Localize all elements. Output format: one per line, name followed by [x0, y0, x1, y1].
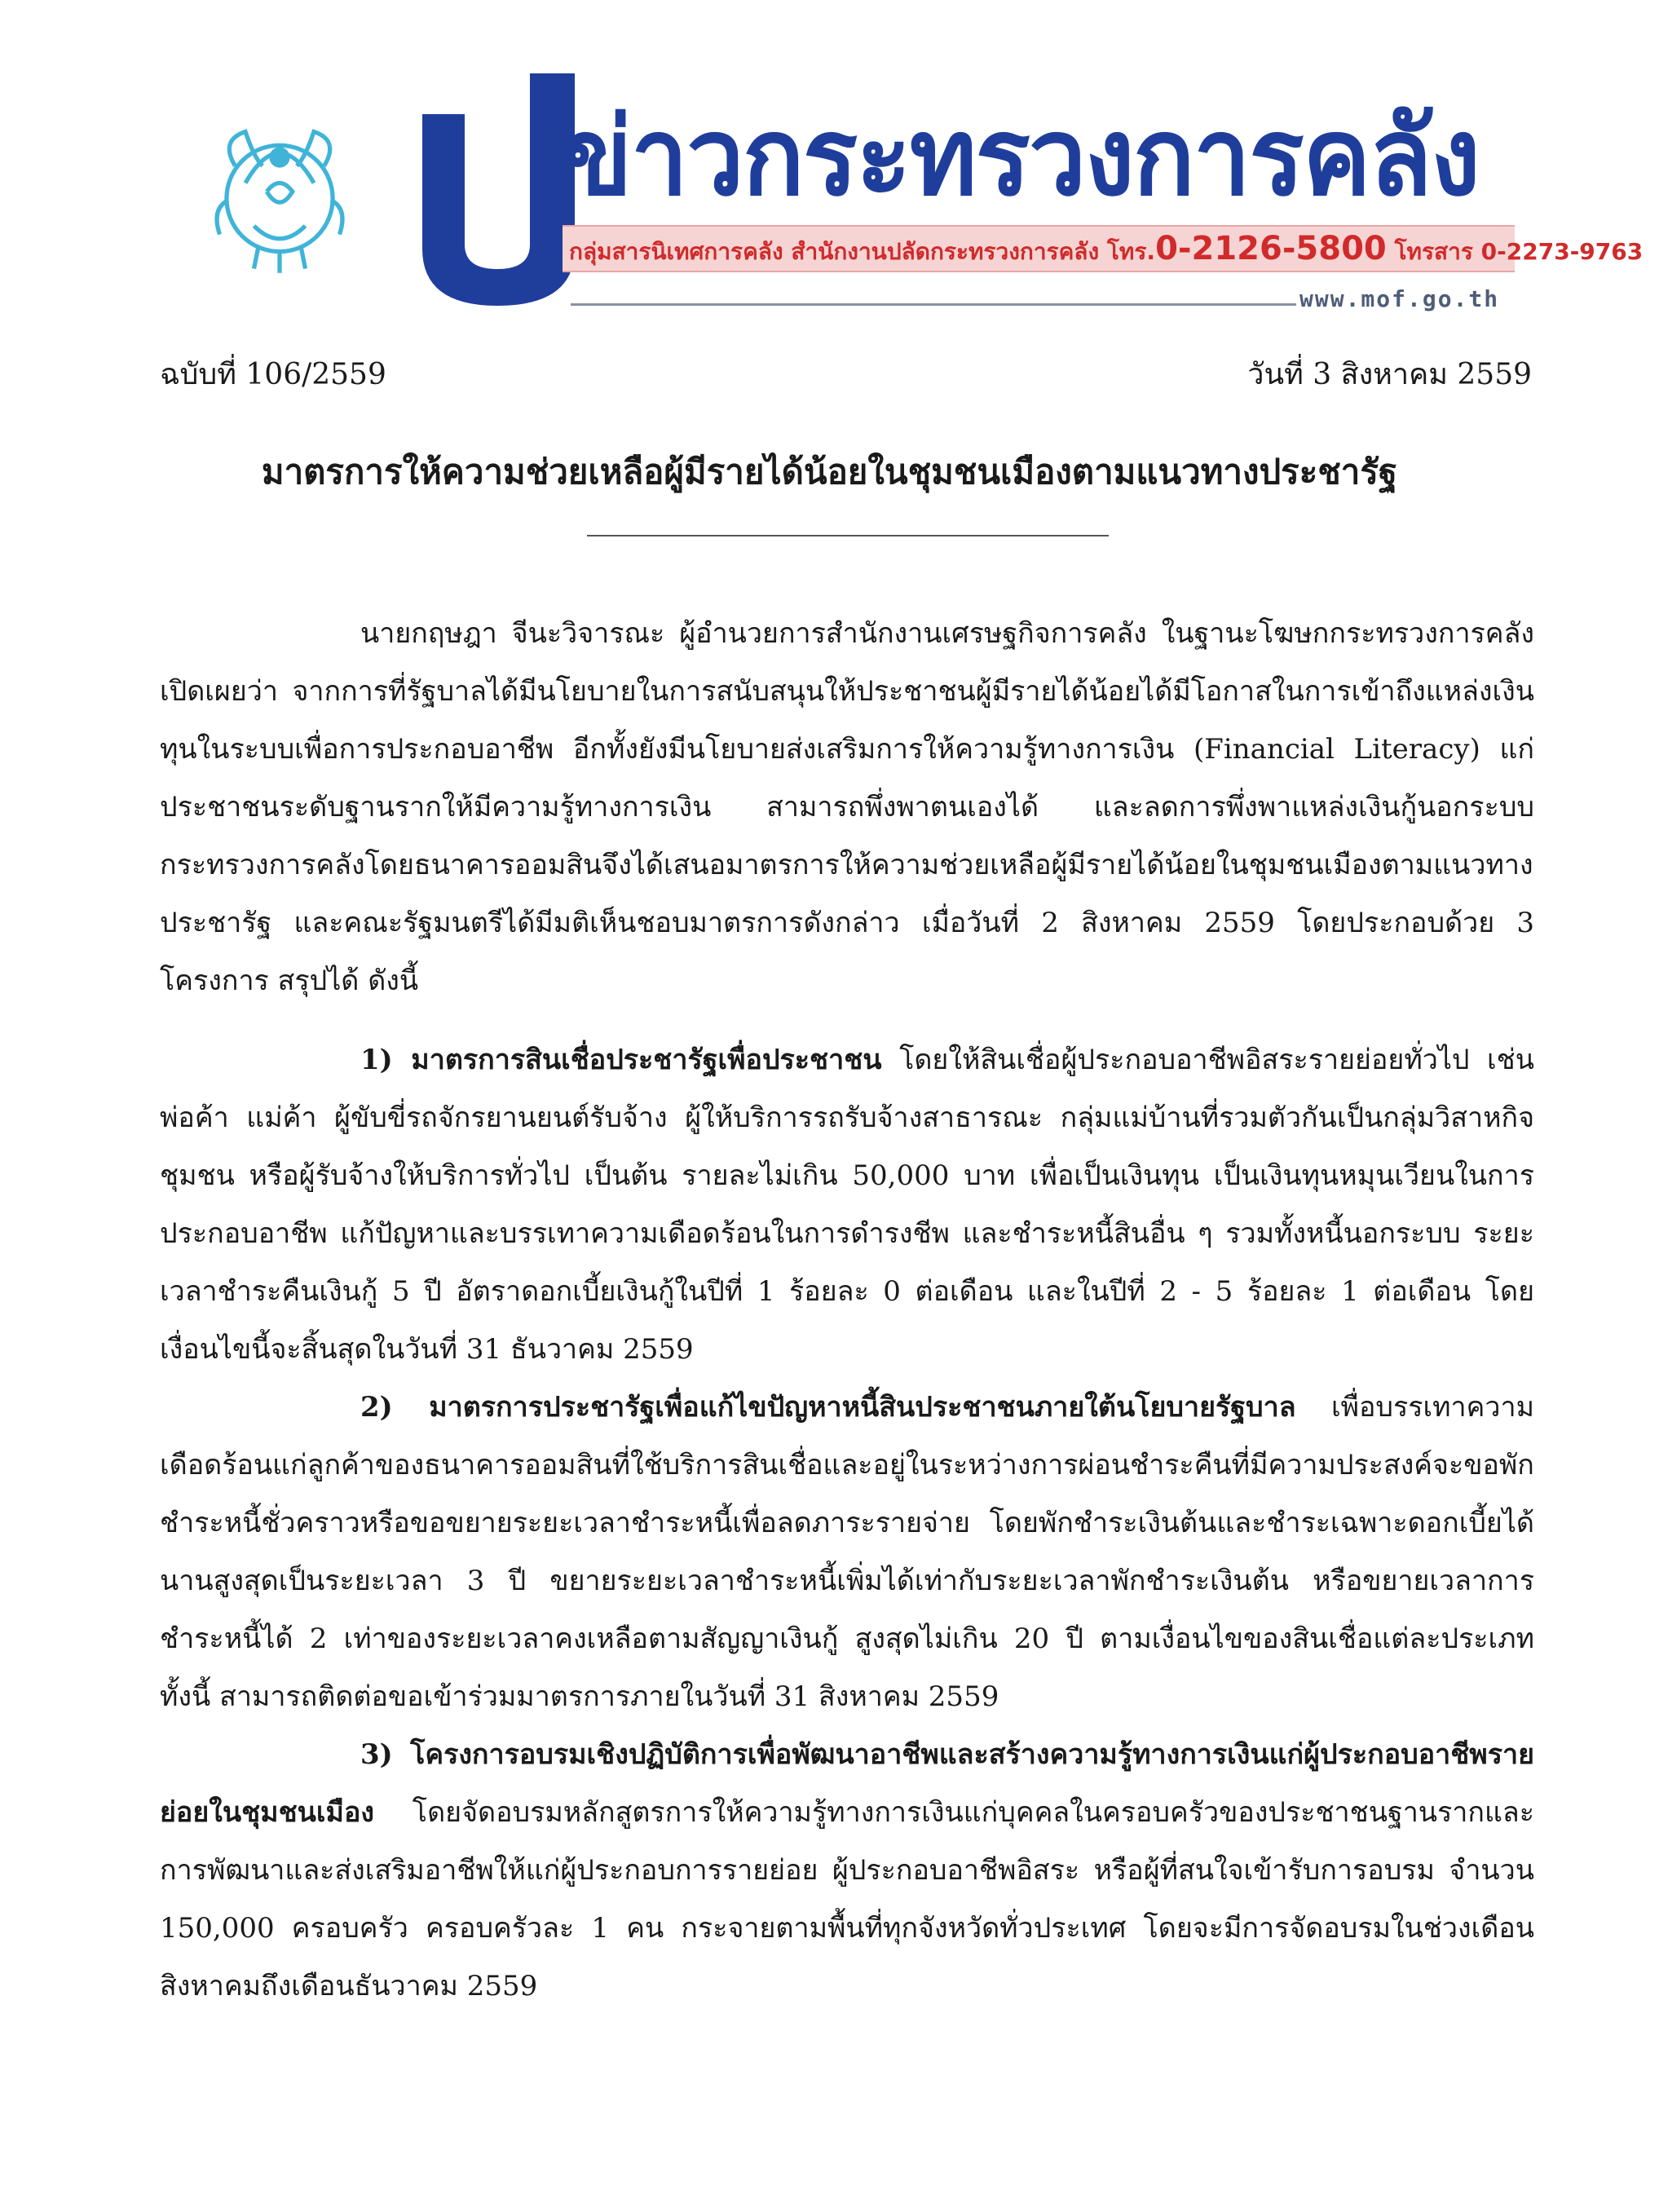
item-3 — [160, 1726, 1534, 2016]
issue-number: ฉบับที่ 106/2559 — [160, 358, 386, 391]
item-2-heading: 2) มาตรการประชารัฐเพื่อแก้ไขปัญหาหนี้สินประชาชนภายใต้นโยบายรัฐบาล — [360, 1391, 1296, 1424]
website-link[interactable]: www.mof.go.th — [1299, 285, 1500, 312]
issue-date: วันที่ 3 สิงหาคม 2559 — [1247, 358, 1532, 391]
document-body — [160, 605, 1534, 2016]
masthead — [0, 0, 1659, 326]
contact-prefix: กลุ่มสารนิเทศการคลัง สำนักงานปลัดกระทรวงการคลัง โทร. — [569, 238, 1156, 265]
item-1-text: โดยให้สินเชื่อผู้ประกอบอาชีพอิสระรายย่อยทั่วไป เช่น พ่อค้า แม่ค้า ผู้ขับขี่รถจักรยานยนต์รับจ้าง ผู้ให้บริการรถรับจ้างสาธารณะ กลุ่มแม่บ้านที่รวมตัวกันเป็นกลุ่มวิสาหกิจชุมชน หรือผู้รับจ้างให้บริการทั่วไป เป็นต้น รายละไม่เกิน 50,000 บาท เพื่อเป็นเงินทุน เป็นเงินทุนหมุนเวียนในการประกอบอาชีพ แก้ปัญหาและบรรเทาความเดือดร้อนในการดำรงชีพ และชำระหนี้สินอื่น ๆ รวมทั้งหนี้นอกระบบ ระยะเวลาชำระคืนเงินกู้ 5 ปี อัตราดอกเบี้ยเงินกู้ในปีที่ 1 ร้อยละ 0 ต่อเดือน และในปีที่ 2 - 5 ร้อยละ 1 ต่อเดือน โดยเงื่อนไขนี้จะสิ้นสุดในวันที่ 31 ธันวาคม 2559 — [160, 1044, 1534, 1366]
item-1-heading: 1) มาตรการสินเชื่อประชารัฐเพื่อประชาชน — [360, 1044, 882, 1076]
document-title: มาตรการให้ความช่วยเหลือผู้มีรายได้น้อยในชุมชนเมืองตามแนวทางประชารัฐ — [261, 452, 1398, 492]
fax-number: 0-2273-9763 — [1480, 238, 1644, 265]
item-2 — [160, 1379, 1534, 1726]
intro-paragraph: นายกฤษฎา จีนะวิจารณะ ผู้อำนวยการสำนักงานเศรษฐกิจการคลัง ในฐานะโฆษกกระทรวงการคลัง เปิดเผยว่า จากการที่รัฐบาลได้มีนโยบายในการสนับสนุนให้ประชาชนผู้มีรายได้น้อยได้มีโอกาสในการเข้าถึงแหล่งเงินทุนในระบบเพื่อการประกอบอาชีพ อีกทั้งยังมีนโยบายส่งเสริมการให้ความรู้ทางการเงิน (Financial Literacy) แก่ประชาชนระดับฐานรากให้มีความรู้ทางการเงิน สามารถพึ่งพาตนเองได้ และลดการพึ่งพาแหล่งเงินกู้นอกระบบ กระทรวงการคลังโดยธนาคารออมสินจึงได้เสนอมาตรการให้ความช่วยเหลือผู้มีรายได้น้อยในชุมชนเมืองตามแนวทางประชารัฐ และคณะรัฐมนตรีได้มีมติเห็นชอบมาตรการดังกล่าว เมื่อวันที่ 2 สิงหาคม 2559 โดยประกอบด้วย 3 โครงการ สรุปได้ ดังนี้ — [160, 617, 1534, 997]
header-rule — [571, 303, 1296, 306]
garuda-emblem-icon — [194, 106, 365, 277]
phone-number: 0-2126-5800 — [1155, 230, 1387, 267]
contact-bar — [563, 225, 1644, 272]
item-2-text: เพื่อบรรเทาความเดือดร้อนแก่ลูกค้าของธนาคารออมสินที่ใช้บริการสินเชื่อและอยู่ในระหว่างการผ่อนชำระคืนที่มีความประสงค์จะขอพักชำระหนี้ชั่วคราวหรือขอขยายระยะเวลาชำระหนี้เพื่อลดภาระรายจ่าย โดยพักชำระเงินต้นและชำระเฉพาะดอกเบี้ยได้นานสูงสุดเป็นระยะเวลา 3 ปี ขยายระยะเวลาชำระหนี้เพิ่มได้เท่ากับระยะเวลาพักชำระเงินต้น หรือขยายเวลาการชำระหนี้ได้ 2 เท่าของระยะเวลาคงเหลือตามสัญญาเงินกู้ สูงสุดไม่เกิน 20 ปี ตามเงื่อนไขของสินเชื่อแต่ละประเภท ทั้งนี้ สามารถติดต่อขอเข้าร่วมมาตรการภายในวันที่ 31 สิงหาคม 2559 — [160, 1391, 1534, 1713]
fax-label: โทรสาร — [1394, 238, 1473, 265]
masthead-title: ข่าวกระทรวงการคลัง — [563, 95, 1480, 220]
item-1 — [160, 1031, 1534, 1379]
item-3-text: โดยจัดอบรมหลักสูตรการให้ความรู้ทางการเงินแก่บุคคลในครอบครัวของประชาชนฐานรากและการพัฒนาและส่งเสริมอาชีพให้แก่ผู้ประกอบการรายย่อย ผู้ประกอบอาชีพอิสระ หรือผู้ที่สนใจเข้ารับการอบรม จำนวน 150,000 ครอบครัว ครอบครัวละ 1 คน กระจายตามพื้นที่ทุกจังหวัดทั่วประเทศ โดยจะมีการจัดอบรมในช่วงเดือนสิงหาคมถึงเดือนธันวาคม 2559 — [160, 1796, 1534, 2002]
title-divider — [587, 535, 1109, 536]
item-3-heading: 3) โครงการอบรมเชิงปฏิบัติการเพื่อพัฒนาอาชีพและสร้างความรู้ทางการเงินแก่ผู้ประกอบอาชีพรายย่อยในชุมชนเมือง — [160, 1738, 1534, 1829]
